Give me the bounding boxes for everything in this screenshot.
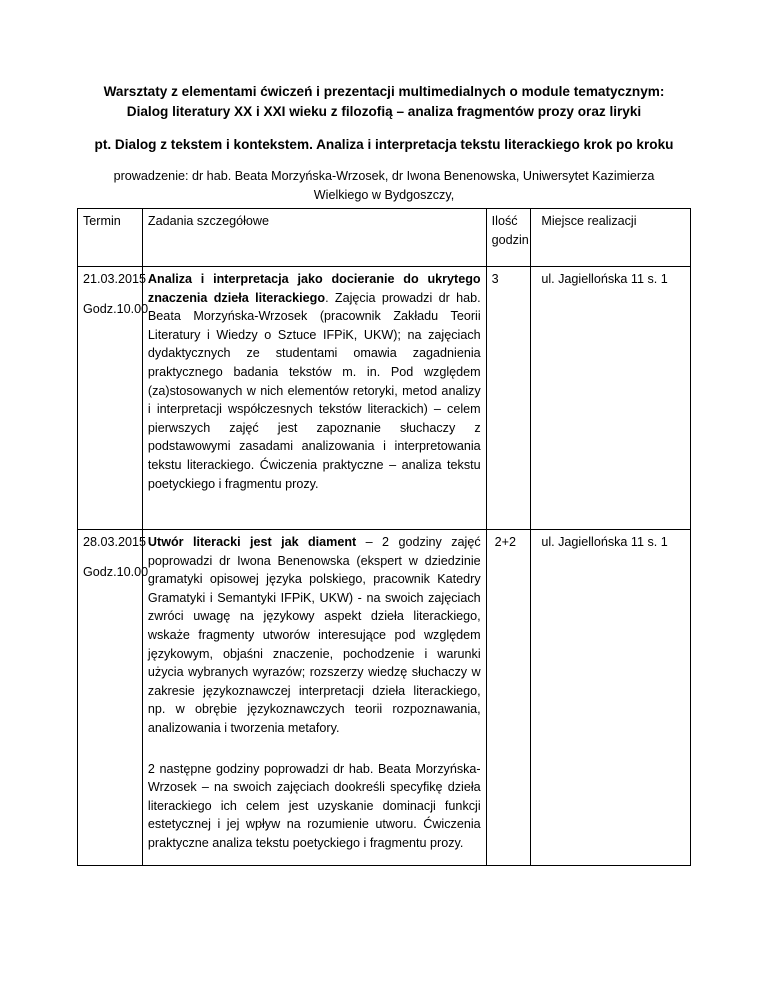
cell-zadania xyxy=(142,530,486,866)
table-header-row xyxy=(78,209,691,267)
row-date: 28.03.2015 xyxy=(83,535,147,549)
header-miejsce: Miejsce realizacji xyxy=(531,209,691,267)
task-heading: Utwór literacki jest jak diament xyxy=(147,535,357,549)
title-line-1: Warsztaty z elementami ćwiczeń i prezentacji multimedialnych o module tematycznym: xyxy=(103,84,665,99)
row-time: Godz.10.00 xyxy=(83,564,149,579)
instructors-line xyxy=(90,167,678,205)
task-description: . Zajęcia prowadzi dr hab. Beata Morzyńska-Wrzosek (pracownik Zakładu Teorii Literatury i Wiedzy o Sztuce IFPiK, UKW); na zajęciach dydaktycznych ze studentami omawia zagadnienia praktycznego badania tekstów m. in. Pod względem (za)stosowanych w nich elementów retoryki, metod analizy i interpretacji współczesnych tekstów literackich) – celem pierwszych zajęć jest zapoznanie słuchaczy z podstawowymi zasadami analizowania i interpretowania tekstu literackiego. Ćwiczenia praktyczne – analiza tekstu poetyckiego i fragmentu prozy. xyxy=(147,290,481,491)
task-description-continued: 2 następne godziny poprowadzi dr hab. Beata Morzyńska-Wrzosek – na swoich zajęciach dookreśli specyfikę dzieła literackiego ich celem jest uzyskanie dominacji funkcji estetycznej i jej wpływ na rozumienie utworu. Ćwiczenia praktyczne analiza tekstu poetyckiego i fragmentu prozy. xyxy=(147,761,481,850)
header-ilosc: Ilość godzin xyxy=(486,209,531,267)
cell-zadania xyxy=(142,267,486,530)
table-row xyxy=(78,530,691,866)
instructors-line-1: prowadzenie: dr hab. Beata Morzyńska-Wrzosek, dr Iwona Benenowska, Uniwersytet Kazimierza xyxy=(113,169,655,183)
task-heading: Analiza i interpretacja jako docieranie do ukrytego znaczenia dzieła literackiego xyxy=(147,272,481,305)
header-zadania: Zadania szczegółowe xyxy=(142,209,486,267)
row-time: Godz.10.00 xyxy=(83,301,149,316)
row-date: 21.03.2015 xyxy=(83,272,147,286)
task-description: – 2 godziny zajęć poprowadzi dr Iwona Benenowska (ekspert w dziedzinie gramatyki opisowej języka polskiego, pracownik Katedry Gramatyki i Semantyki IFPiK, UKW) - na swoich zajęciach zwróci uwagę na językowy aspekt dzieła literackiego, wskaże fragmenty utworów interesujące pod względem językowym, objaśni znaczenie, pochodzenie i warunki użycia wybranych wyrazów; rozszerzy wiedzę słuchaczy w zakresie językoznawczej interpretacji dzieła literackiego, np. w obrębie językoznawczych teorii rozpoznawania, analizowania i tworzenia metafory. xyxy=(147,535,481,735)
instructors-line-2: Wielkiego w Bydgoszczy, xyxy=(313,188,455,202)
cell-miejsce: ul. Jagiellońska 11 s. 1 xyxy=(531,530,691,866)
cell-ilosc: 3 xyxy=(486,267,531,530)
title-line-2: Dialog literatury XX i XXI wieku z filozofią – analiza fragmentów prozy oraz liryki xyxy=(126,104,642,119)
cell-termin xyxy=(78,530,149,866)
document-subtitle: pt. Dialog z tekstem i kontekstem. Analiza i interpretacja tekstu literackiego krok po kroku xyxy=(94,137,674,152)
cell-ilosc: 2+2 xyxy=(486,530,531,866)
document-title xyxy=(60,82,708,122)
cell-miejsce: ul. Jagiellońska 11 s. 1 xyxy=(531,267,691,530)
table-row xyxy=(78,267,691,530)
cell-termin xyxy=(78,267,149,530)
header-termin: Termin xyxy=(78,209,143,267)
schedule-table xyxy=(77,208,691,866)
